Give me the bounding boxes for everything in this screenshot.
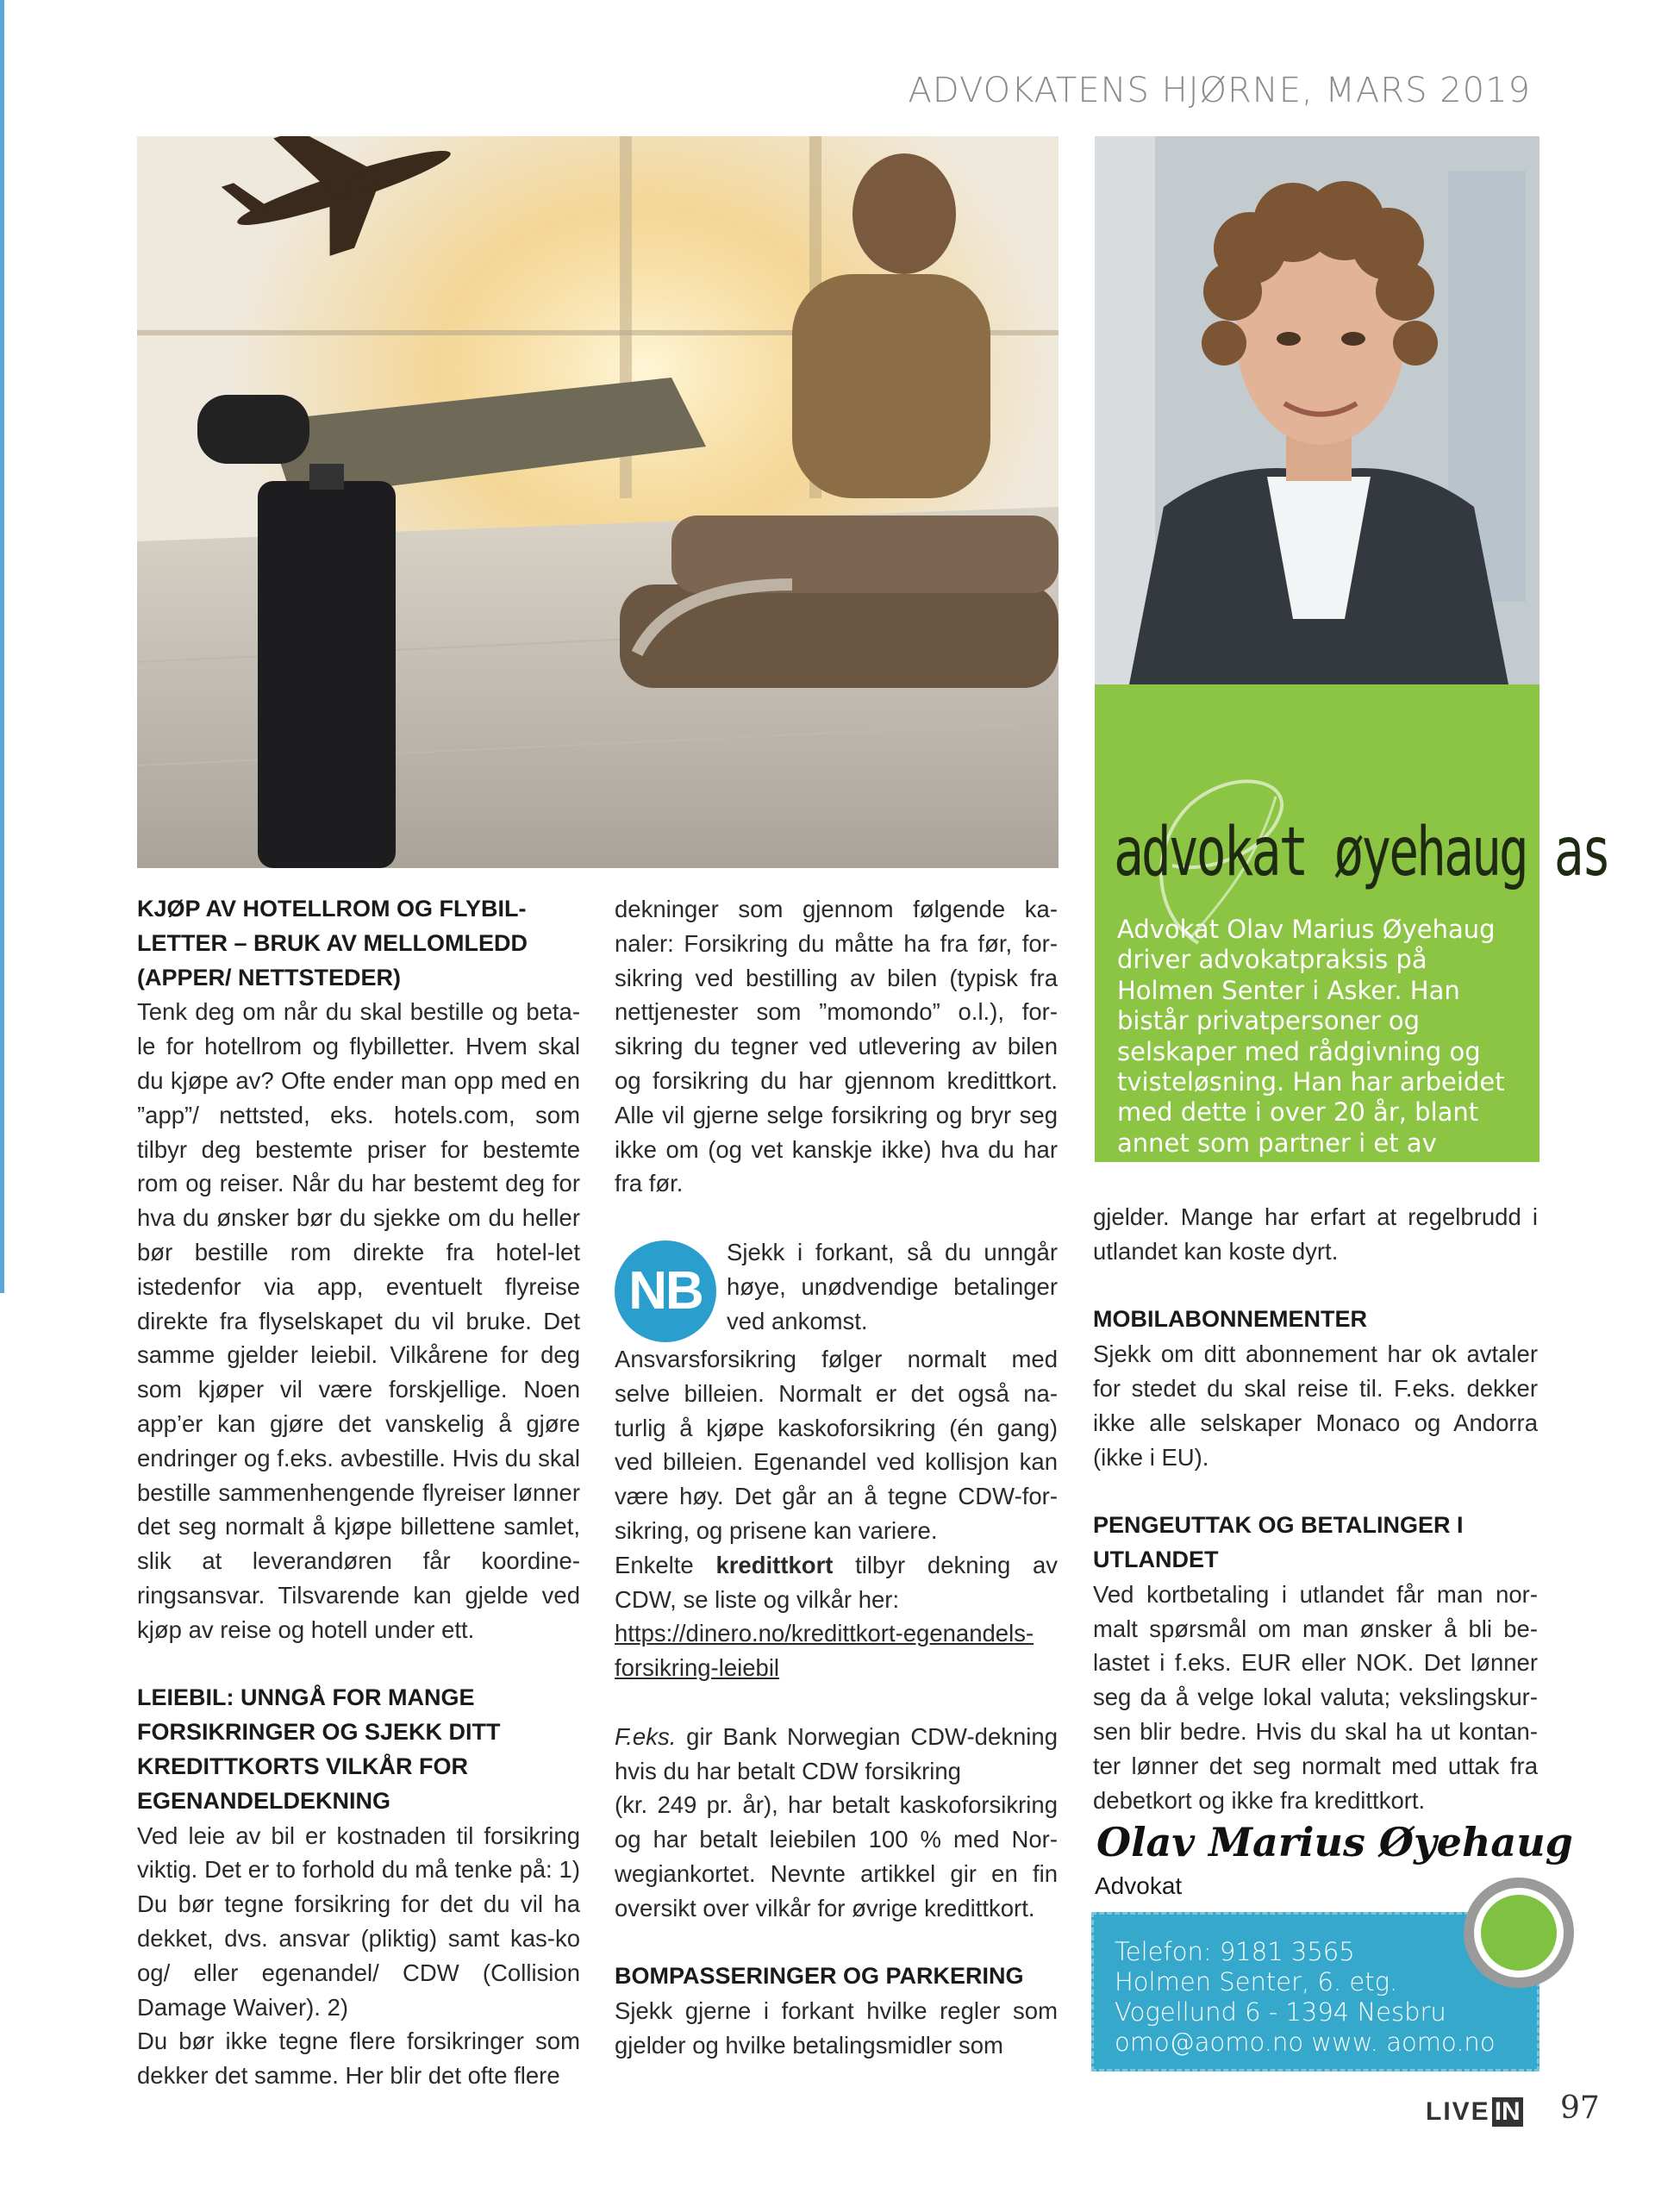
nb-badge: NB [615, 1240, 716, 1342]
page-number: 97 [1560, 2090, 1600, 2126]
paragraph-credit-card: Enkelte kredittkort tilbyr dekning av CDW, se liste og vilkår her: [615, 1551, 1058, 1613]
article-column-2 [615, 892, 1058, 2063]
contact-address-2: Vogellund 6 - 1394 Nesbru [1115, 1997, 1446, 2027]
travel-photo [137, 136, 1059, 868]
portrait-illustration [1095, 136, 1539, 684]
decorative-ring-icon [1458, 1872, 1579, 1993]
paragraph: (kr. 249 pr. år), har betalt kaskoforsikring og har betalt leiebilen 100 % med Nor-wegiankortet. Nevnte artikkel gir en fin oversikt over vilkår for øvrige kredittkort. [615, 1791, 1058, 1921]
paragraph: F.eks. gir Bank Norwegian CDW-dekning hvis du har betalt CDW forsikring [615, 1722, 1058, 1784]
contact-address-1: Holmen Senter, 6. etg. [1115, 1967, 1398, 1996]
magazine-logo: LIVE IN [1426, 2097, 1523, 2127]
heading-hotel-flights: KJØP AV HOTELLROM OG FLYBIL-LETTER – BRUK AV MELLOMLEDD (APPER/ NETTSTEDER) [137, 896, 528, 990]
signature: Olav Marius Øyehaug [1096, 1819, 1573, 1865]
dinero-link[interactable]: https://dinero.no/kredittkort-egenandels-forsikring-leiebil [615, 1620, 1034, 1682]
paragraph: Du bør ikke tegne flere forsikringer som dekker det samme. Her blir det ofte flere [137, 2028, 580, 2090]
heading-mobile-subscriptions: MOBILABONNEMENTER [1093, 1306, 1367, 1333]
nb-callout [615, 1235, 1058, 1338]
page-edge-bar [0, 0, 4, 1293]
heading-tolls-parking: BOMPASSERINGER OG PARKERING [615, 1963, 1024, 1990]
heading-withdrawals: PENGEUTTAK OG BETALINGER I UTLANDET [1093, 1512, 1464, 1572]
signature-title: Advokat [1095, 1872, 1183, 1899]
firm-logo [1114, 771, 1609, 891]
paragraph: dekninger som gjennom følgende ka-naler: Forsikring du måtte ha fra før, for-sikring ved bestilling av bilen (typisk fra nettjenester som ”momondo” o.l.), for-sikring du tegner ved utlevering av bilen og forsikring du har gjennom kredittkort. Alle vil gjerne selge forsikring og bryr seg ikke om (og vet kanskje ikke) hva du har fra før. [615, 896, 1058, 1197]
heading-rental-car: LEIEBIL: UNNGÅ FOR MANGE FORSIKRINGER OG SJEKK DITT KREDITTKORTS VILKÅR FOR EGENANDELDEKNING [137, 1684, 501, 1814]
nb-text: Sjekk i forkant, så du unngår høye, unødvendige betalinger ved ankomst. [727, 1238, 1058, 1334]
paragraph: Ved leie av bil er kostnaden til forsikring viktig. Det er to forhold du må tenke på: 1) Du bør tegne forsikring for det du vil ha dekket, dvs. ansvar (pliktig) samt kas-ko og/ eller egenandel/ CDW (Collision Damage Waiver). 2) [137, 1821, 580, 2021]
contact-web[interactable]: omo@aomo.no www. aomo.no [1115, 2028, 1496, 2057]
paragraph: Ansvarsforsikring følger normalt med selve billeien. Normalt er det også na-turlig å kjøpe kaskoforsikring (én gang) ved billeien. Egenandel ved kollisjon kan være høy. Det går an å tegne CDW-for-sikring, og prisene kan variere. [615, 1345, 1058, 1544]
paragraph: gjelder. Mange har erfart at regelbrudd i utlandet kan koste dyrt. [1093, 1203, 1538, 1265]
running-head: ADVOKATENS HJØRNE, MARS 2019 [908, 71, 1531, 110]
logo-text: advokat øyehaug as [1114, 812, 1609, 891]
firm-info-box [1095, 684, 1609, 1189]
paragraph: Sjekk om ditt abonnement har ok avtaler for stedet du skal reise til. F.eks. dekker ikke alle selskaper Monaco og Andorra (ikke i EU). [1093, 1340, 1538, 1471]
bold-credit-card: kredittkort [715, 1551, 834, 1578]
paragraph: Sjekk gjerne i forkant hvilke regler som gjelder og hvilke betalingsmidler som [615, 1997, 1058, 2059]
paragraph: Tenk deg om når du skal bestille og beta-le for hotellrom og flybilletter. Hvem skal du kjøpe av? Ofte ender man opp med en ”app”/ nettsted, eks. hotels.com, som tilbyr deg bestemte priser for bestemte rom og reiser. Når du har bestemt deg for hva du ønsker bør du sjekke om du heller bør bestille rom direkte fra hotel-let istedenfor via app, eventuelt flyreise direkte fra flyselskapet du vil bruke. Det samme gjelder leiebil. Vilkårene for deg som kjøper vil være forskjellige. Noen app’er kan gjøre det vanskelig å gjøre endringer og f.eks. avbestille. Hvis du skal bestille sammenhengende flyreiser lønner det seg normalt å kjøpe billettene samlet, slik at leverandøren får koordine-ringsansvar. Tilsvarende kan gjelde ved kjøp av reise og hotell under ett. [137, 998, 580, 1643]
article-column-1 [137, 892, 580, 2093]
article-column-3 [1093, 1200, 1538, 1817]
contact-phone[interactable]: Telefon: 9181 3565 [1115, 1937, 1355, 1966]
travel-photo-illustration [137, 136, 1059, 868]
lawyer-intro: Advokat Olav Marius Øyehaug driver advokatpraksis på Holmen Senter i Asker. Han bistår privatpersoner og selskaper med rådgivning og tvisteløsning. Han har arbeidet med dette i over 20 år, blant annet som partner i et av Norges største advokatfirmaer. [1117, 915, 1505, 1189]
paragraph: Ved kortbetaling i utlandet får man nor-malt spørsmål om man ønsker å bli be-lastet i f.eks. EUR eller NOK. Det lønner seg da å velge lokal valuta; vekslingskur-sen blir bedre. Hvis du skal ha ut kontan-ter lønner det seg normalt med uttak fra debetkort og ikke fra kredittkort. [1093, 1580, 1538, 1814]
portrait-photo [1095, 136, 1539, 684]
